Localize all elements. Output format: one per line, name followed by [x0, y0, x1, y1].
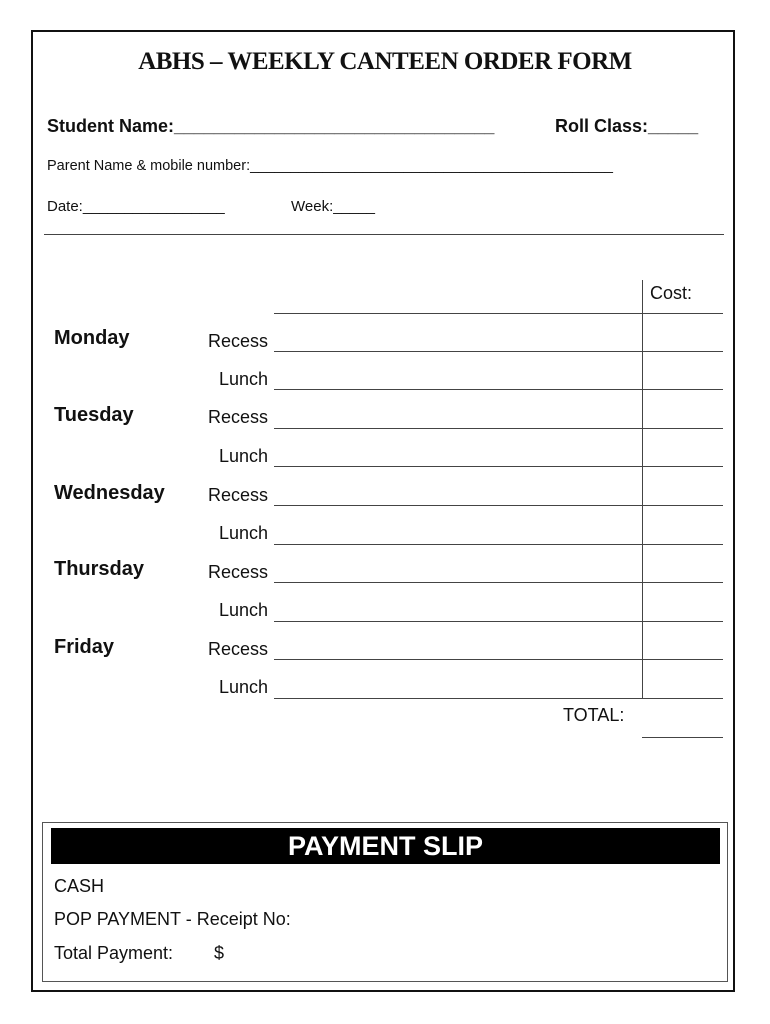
order-line-tuesday-recess[interactable] [274, 428, 723, 429]
order-line-monday-recess[interactable] [274, 351, 723, 352]
total-line[interactable] [642, 737, 723, 738]
meal-label-recess: Recess [207, 407, 268, 427]
cost-column-divider [642, 280, 643, 698]
parent-name-field[interactable]: Parent Name & mobile number:_____________________________________________ [47, 158, 613, 174]
roll-class-field[interactable]: Roll Class:_____ [555, 116, 699, 136]
total-label: TOTAL: [563, 705, 625, 725]
form-title: ABHS – WEEKLY CANTEEN ORDER FORM [138, 48, 632, 75]
cash-option: CASH [54, 876, 105, 896]
currency-symbol: $ [214, 943, 225, 963]
week-field[interactable]: Week:_____ [291, 198, 375, 215]
header-divider [44, 234, 724, 235]
meal-label-recess: Recess [207, 331, 268, 351]
total-payment-label: Total Payment: [54, 943, 174, 963]
meal-label-lunch: Lunch [218, 600, 268, 620]
day-label-thursday: Thursday [54, 558, 145, 580]
meal-label-lunch: Lunch [218, 677, 268, 697]
day-label-monday: Monday [54, 327, 130, 349]
meal-label-lunch: Lunch [218, 523, 268, 543]
order-line-wednesday-lunch[interactable] [274, 544, 723, 545]
meal-label-recess: Recess [207, 485, 268, 505]
order-line-wednesday-recess[interactable] [274, 505, 723, 506]
order-line-monday-lunch[interactable] [274, 389, 723, 390]
meal-label-lunch: Lunch [218, 446, 268, 466]
order-line-friday-lunch[interactable] [274, 698, 723, 699]
date-field[interactable]: Date:_________________ [47, 198, 225, 215]
order-line-tuesday-lunch[interactable] [274, 466, 723, 467]
order-line-thursday-recess[interactable] [274, 582, 723, 583]
day-label-tuesday: Tuesday [54, 404, 134, 426]
meal-label-recess: Recess [207, 562, 268, 582]
meal-label-lunch: Lunch [218, 369, 268, 389]
meal-label-recess: Recess [207, 639, 268, 659]
table-header-line [274, 313, 723, 314]
day-label-friday: Friday [54, 636, 115, 658]
cost-header: Cost: [650, 283, 693, 303]
day-label-wednesday: Wednesday [54, 482, 165, 504]
order-line-friday-recess[interactable] [274, 659, 723, 660]
student-name-field[interactable]: Student Name:________________________________ [47, 116, 495, 136]
order-line-thursday-lunch[interactable] [274, 621, 723, 622]
payment-slip-title: PAYMENT SLIP [51, 828, 720, 864]
pop-payment-receipt: POP PAYMENT - Receipt No: [54, 909, 291, 929]
